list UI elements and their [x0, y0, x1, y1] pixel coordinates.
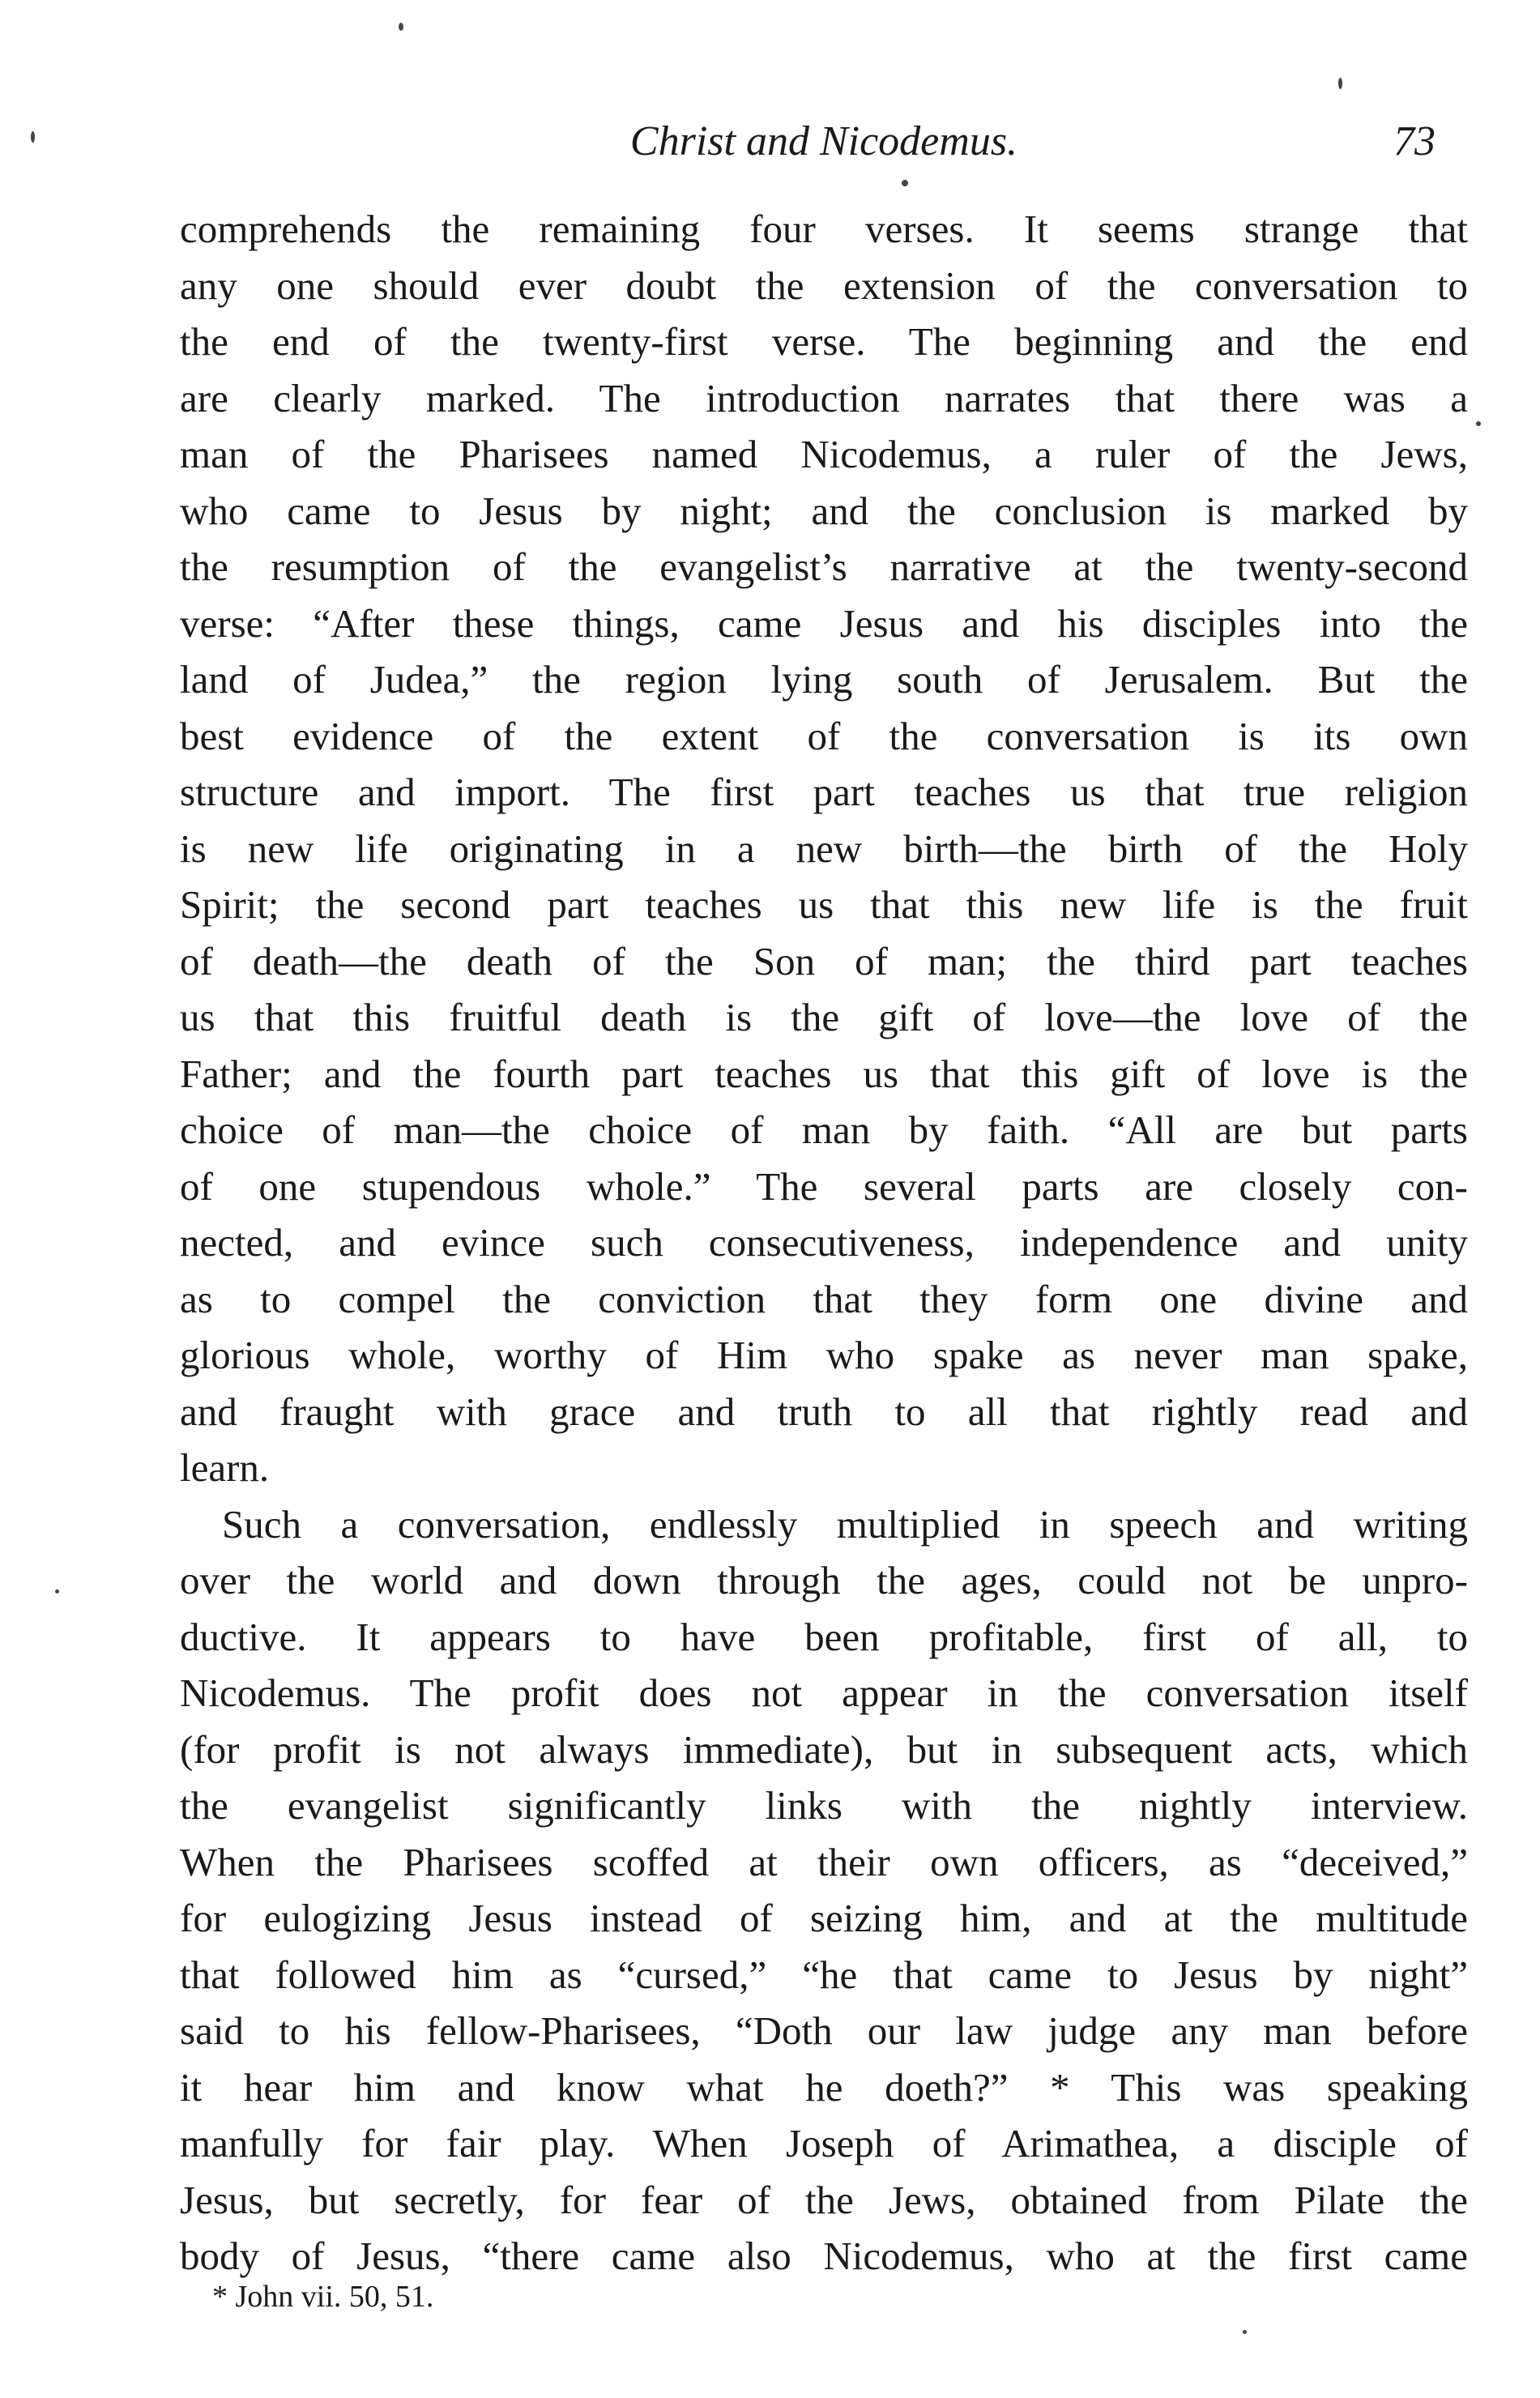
- print-speck: [399, 23, 403, 31]
- text-line: (for profit is not always immediate), but in subsequent acts, which: [180, 1726, 1468, 1772]
- text-line: land of Judea,” the region lying south of Jerusalem. But the: [180, 657, 1468, 702]
- print-speck: [1243, 2330, 1247, 2334]
- text-line: structure and import. The first part teaches us that true religion: [180, 770, 1468, 814]
- text-line: comprehends the remaining four verses. It seems strange that: [180, 207, 1468, 251]
- text-line: that followed him as “cursed,” “he that came to Jesus by night”: [180, 1952, 1468, 1997]
- paragraph: [180, 201, 1468, 1496]
- text-line: for eulogizing Jesus instead of seizing him, and at the multitude: [180, 1896, 1468, 1940]
- text-line: the resumption of the evangelist’s narrative at the twenty-second: [180, 544, 1468, 589]
- text-line: Spirit; the second part teaches us that this new life is the fruit: [180, 882, 1468, 927]
- text-line: are clearly marked. The introduction narrates that there was a: [180, 375, 1468, 420]
- text-line: Such a conversation, endlessly multiplied in speech and writing: [222, 1501, 1468, 1547]
- print-speck: [55, 1589, 59, 1594]
- text-line: manfully for fair play. When Joseph of Arimathea, a disciple of: [180, 2121, 1468, 2165]
- text-line: choice of man—the choice of man by faith. “All are but parts: [180, 1107, 1468, 1152]
- text-line: over the world and down through the ages, could not be unpro-: [180, 1558, 1468, 1602]
- running-title: Christ and Nicodemus.: [629, 118, 1018, 164]
- text-line: best evidence of the extent of the conversation is its own: [180, 713, 1468, 758]
- text-line: Father; and the fourth part teaches us that this gift of love is the: [180, 1051, 1468, 1096]
- text-line: ductive. It appears to have been profitable, first of all, to: [180, 1614, 1468, 1659]
- text-line: the end of the twenty-first verse. The beginning and the end: [180, 319, 1468, 364]
- print-speck: [1476, 421, 1481, 426]
- text-line: as to compel the conviction that they form one divine and: [180, 1276, 1468, 1321]
- text-line: any one should ever doubt the extension of the conversation to: [180, 262, 1468, 308]
- text-line: said to his fellow-Pharisees, “Doth our law judge any man before: [180, 2008, 1468, 2053]
- text-line: of death—the death of the Son of man; the third part teaches: [180, 938, 1468, 984]
- page-number: 73: [1393, 118, 1435, 164]
- text-line: it hear him and know what he doeth?” * This was speaking: [180, 2064, 1468, 2110]
- text-line: man of the Pharisees named Nicodemus, a ruler of the Jews,: [180, 432, 1468, 476]
- print-speck: [902, 180, 908, 186]
- text-line: Nicodemus. The profit does not appear in the conversation itself: [180, 1670, 1468, 1715]
- print-speck: [1338, 78, 1342, 89]
- text-line: Jesus, but secretly, for fear of the Jews, obtained from Pilate the: [180, 2177, 1468, 2222]
- text-line: who came to Jesus by night; and the conclusion is marked by: [180, 488, 1468, 533]
- print-speck: [31, 131, 35, 143]
- text-line: us that this fruitful death is the gift of love—the love of the: [180, 995, 1468, 1039]
- text-line: learn.: [180, 1445, 270, 1490]
- text-line: When the Pharisees scoffed at their own officers, as “deceived,”: [180, 1839, 1468, 1884]
- body-text: [180, 201, 1468, 2285]
- text-line: of one stupendous whole.” The several parts are closely con-: [180, 1163, 1468, 1209]
- footnote: * John vii. 50, 51.: [212, 2280, 434, 2314]
- paragraph: [180, 1496, 1468, 2285]
- text-line: the evangelist significantly links with the nightly interview.: [180, 1783, 1468, 1828]
- text-line: nected, and evince such consecutiveness, independence and unity: [180, 1220, 1468, 1265]
- running-head: [180, 113, 1468, 170]
- text-line: and fraught with grace and truth to all that rightly read and: [180, 1389, 1468, 1434]
- text-line: glorious whole, worthy of Him who spake as never man spake,: [180, 1333, 1468, 1377]
- text-line: is new life originating in a new birth—the birth of the Holy: [180, 826, 1468, 871]
- text-line: body of Jesus, “there came also Nicodemus, who at the first came: [180, 2234, 1468, 2278]
- text-line: verse: “After these things, came Jesus and his disciples into the: [180, 600, 1468, 646]
